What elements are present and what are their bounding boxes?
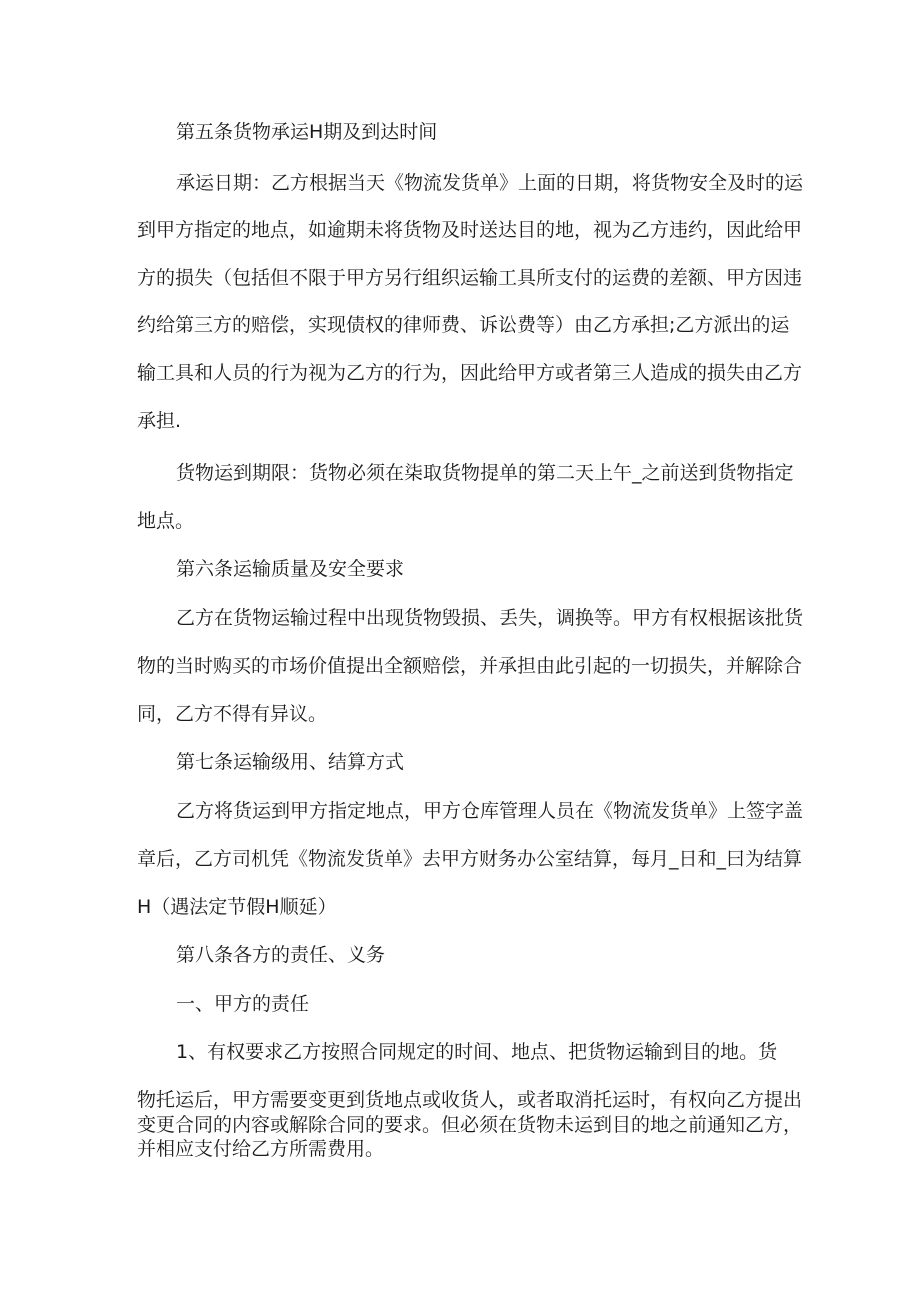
paragraph-line: 物托运后，甲方需要变更到货地点或收货人，或者取消托运时，有权向乙方提出 [137, 1089, 803, 1111]
paragraph-line: 乙方在货物运输过程中出现货物毁损、丢失，调换等。甲方有权根据该批货 [176, 607, 804, 629]
paragraph-line: 并相应支付给乙方所需费用。 [137, 1138, 385, 1160]
paragraph-line: 到甲方指定的地点，如逾期未将货物及时送达目的地，视为乙方违约，因此给甲 [137, 219, 803, 241]
paragraph-line: 方的损失（包括但不限于甲方另行组织运输工具所支付的运费的差额、甲方因违 [137, 267, 803, 289]
paragraph-line: 约给第三方的赔偿，实现债权的律师费、诉讼费等）由乙方承担;乙方派出的运 [137, 314, 790, 336]
paragraph-line: 货物运到期限：货物必须在柒取货物提单的第二天上午_之前送到货物指定 [176, 462, 794, 484]
paragraph-line: 承担. [137, 410, 182, 432]
paragraph-line: 地点。 [137, 510, 195, 532]
article-7-heading: 第七条运输级用、结算方式 [176, 751, 405, 773]
article-5-heading: 第五条货物承运H期及到达时间 [176, 121, 438, 143]
paragraph-line: H（遇法定节假H顺延） [137, 896, 337, 918]
paragraph-line: 承运日期：乙方根据当天《物流发货单》上面的日期，将货物安全及时的运 [176, 172, 804, 194]
article-8-heading: 第八条各方的责任、义务 [176, 944, 386, 966]
paragraph-line: 同，乙方不得有异议。 [137, 703, 328, 725]
paragraph-line: 章后，乙方司机凭《物流发货单》去甲方财务办公室结算，每月_日和_曰为结算 [137, 848, 803, 870]
paragraph-line: 乙方将货运到甲方指定地点，甲方仓库管理人员在《物流发货单》上签字盖 [176, 800, 804, 822]
paragraph-line: 物的当时购买的市场价值提出全额赔偿，并承担由此引起的一切损失，并解除合 [137, 655, 803, 677]
paragraph-line: 变更合同的内容或解除合同的要求。但必须在货物未运到目的地之前通知乙方， [137, 1114, 803, 1136]
paragraph-line: 输工具和人员的行为视为乙方的行为，因此给甲方或者第三人造成的损失由乙方 [137, 362, 803, 384]
section-heading: 一、甲方的责任 [176, 993, 310, 1015]
article-6-heading: 第六条运输质量及安全要求 [176, 558, 405, 580]
paragraph-line: 1、有权要求乙方按照合同规定的时间、地点、把货物运输到目的地。货 [176, 1041, 778, 1063]
